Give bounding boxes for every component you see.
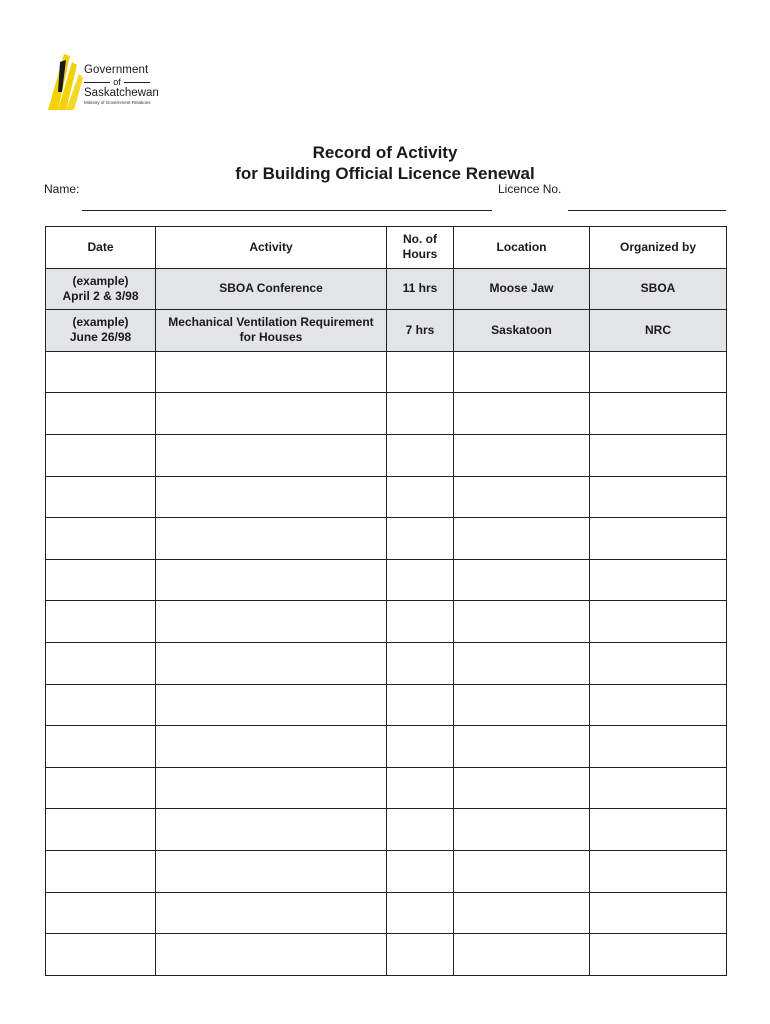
entry-location-cell[interactable] [454, 393, 590, 435]
wheat-sheaf-icon [46, 52, 86, 114]
table-row [46, 351, 727, 393]
entry-activity-cell[interactable] [156, 601, 387, 643]
entry-hours-cell[interactable] [387, 393, 454, 435]
table-row [46, 476, 727, 518]
entry-hours-cell[interactable] [387, 850, 454, 892]
licence-label: Licence No. [498, 182, 562, 196]
entry-location-cell[interactable] [454, 684, 590, 726]
entry-activity-cell[interactable] [156, 809, 387, 851]
entry-activity-cell[interactable] [156, 393, 387, 435]
entry-activity-cell[interactable] [156, 934, 387, 976]
table-row [46, 684, 727, 726]
example-hours: 7 hrs [387, 310, 454, 352]
example-hours: 11 hrs [387, 268, 454, 310]
entry-location-cell[interactable] [454, 351, 590, 393]
entry-organizer-cell[interactable] [590, 601, 727, 643]
table-row [46, 434, 727, 476]
entry-hours-cell[interactable] [387, 642, 454, 684]
entry-hours-cell[interactable] [387, 934, 454, 976]
entry-location-cell[interactable] [454, 726, 590, 768]
logo-wordmark [84, 64, 176, 106]
table-header-row [46, 227, 727, 269]
entry-organizer-cell[interactable] [590, 850, 727, 892]
activity-table [45, 226, 727, 976]
entry-activity-cell[interactable] [156, 850, 387, 892]
entry-activity-cell[interactable] [156, 518, 387, 560]
table-row [46, 809, 727, 851]
example-location: Moose Jaw [454, 268, 590, 310]
entry-organizer-cell[interactable] [590, 642, 727, 684]
table-row [46, 934, 727, 976]
entry-hours-cell[interactable] [387, 476, 454, 518]
entry-organizer-cell[interactable] [590, 393, 727, 435]
entry-location-cell[interactable] [454, 642, 590, 684]
entry-hours-cell[interactable] [387, 726, 454, 768]
entry-organizer-cell[interactable] [590, 351, 727, 393]
entry-activity-cell[interactable] [156, 434, 387, 476]
name-label: Name: [44, 182, 80, 196]
entry-hours-cell[interactable] [387, 809, 454, 851]
entry-hours-cell[interactable] [387, 351, 454, 393]
entry-organizer-cell[interactable] [590, 559, 727, 601]
table-row [46, 892, 727, 934]
example-location: Saskatoon [454, 310, 590, 352]
entry-organizer-cell[interactable] [590, 684, 727, 726]
entry-organizer-cell[interactable] [590, 934, 727, 976]
table-row [46, 850, 727, 892]
entry-date-cell[interactable] [46, 601, 156, 643]
entry-organizer-cell[interactable] [590, 767, 727, 809]
example-organizer: NRC [590, 310, 727, 352]
entry-date-cell[interactable] [46, 351, 156, 393]
logo-ministry: Ministry of Government Relations [84, 100, 151, 105]
example-organizer: SBOA [590, 268, 727, 310]
entry-activity-cell[interactable] [156, 767, 387, 809]
example-activity: Mechanical Ventilation Requirement for Houses [156, 310, 387, 352]
entry-location-cell[interactable] [454, 559, 590, 601]
header-organized-by: Organized by [590, 227, 727, 269]
entry-date-cell[interactable] [46, 393, 156, 435]
table-row [46, 393, 727, 435]
table-row [46, 767, 727, 809]
entry-date-cell[interactable] [46, 518, 156, 560]
table-row [46, 559, 727, 601]
example-activity: SBOA Conference [156, 268, 387, 310]
entry-location-cell[interactable] [454, 518, 590, 560]
entry-date-cell[interactable] [46, 642, 156, 684]
entry-date-cell[interactable] [46, 767, 156, 809]
header-activity: Activity [156, 227, 387, 269]
table-row [46, 726, 727, 768]
entry-location-cell[interactable] [454, 892, 590, 934]
entry-date-cell[interactable] [46, 726, 156, 768]
example-date: (example) April 2 & 3/98 [46, 268, 156, 310]
example-date: (example) June 26/98 [46, 310, 156, 352]
entry-organizer-cell[interactable] [590, 892, 727, 934]
entry-date-cell[interactable] [46, 850, 156, 892]
entry-location-cell[interactable] [454, 934, 590, 976]
entry-activity-cell[interactable] [156, 726, 387, 768]
entry-hours-cell[interactable] [387, 601, 454, 643]
entry-location-cell[interactable] [454, 850, 590, 892]
entry-organizer-cell[interactable] [590, 809, 727, 851]
page-title: Record of Activity [312, 143, 458, 162]
entry-organizer-cell[interactable] [590, 434, 727, 476]
entry-date-cell[interactable] [46, 476, 156, 518]
entry-hours-cell[interactable] [387, 559, 454, 601]
example-row [46, 268, 727, 310]
entry-activity-cell[interactable] [156, 559, 387, 601]
page-subtitle: for Building Official Licence Renewal [235, 164, 535, 183]
entry-location-cell[interactable] [454, 476, 590, 518]
entry-date-cell[interactable] [46, 809, 156, 851]
entry-organizer-cell[interactable] [590, 518, 727, 560]
licence-number-field[interactable] [568, 210, 726, 211]
table-row [46, 518, 727, 560]
entry-activity-cell[interactable] [156, 684, 387, 726]
entry-location-cell[interactable] [454, 434, 590, 476]
example-row [46, 310, 727, 352]
entry-location-cell[interactable] [454, 601, 590, 643]
entry-hours-cell[interactable] [387, 434, 454, 476]
entry-date-cell[interactable] [46, 934, 156, 976]
entry-organizer-cell[interactable] [590, 726, 727, 768]
entry-activity-cell[interactable] [156, 642, 387, 684]
entry-date-cell[interactable] [46, 434, 156, 476]
entry-hours-cell[interactable] [387, 684, 454, 726]
entry-hours-cell[interactable] [387, 518, 454, 560]
entry-activity-cell[interactable] [156, 476, 387, 518]
header-hours: No. of Hours [387, 227, 454, 269]
entry-date-cell[interactable] [46, 684, 156, 726]
entry-location-cell[interactable] [454, 809, 590, 851]
header-date: Date [46, 227, 156, 269]
government-logo [46, 52, 176, 116]
entry-date-cell[interactable] [46, 892, 156, 934]
entry-date-cell[interactable] [46, 559, 156, 601]
header-location: Location [454, 227, 590, 269]
entry-activity-cell[interactable] [156, 351, 387, 393]
name-field[interactable] [82, 210, 492, 211]
entry-organizer-cell[interactable] [590, 476, 727, 518]
logo-saskatchewan: Saskatchewan [84, 87, 159, 99]
logo-of: of [84, 77, 150, 87]
entry-location-cell[interactable] [454, 767, 590, 809]
table-row [46, 601, 727, 643]
logo-government: Government [84, 64, 149, 76]
entry-activity-cell[interactable] [156, 892, 387, 934]
entry-hours-cell[interactable] [387, 892, 454, 934]
table-row [46, 642, 727, 684]
entry-hours-cell[interactable] [387, 767, 454, 809]
